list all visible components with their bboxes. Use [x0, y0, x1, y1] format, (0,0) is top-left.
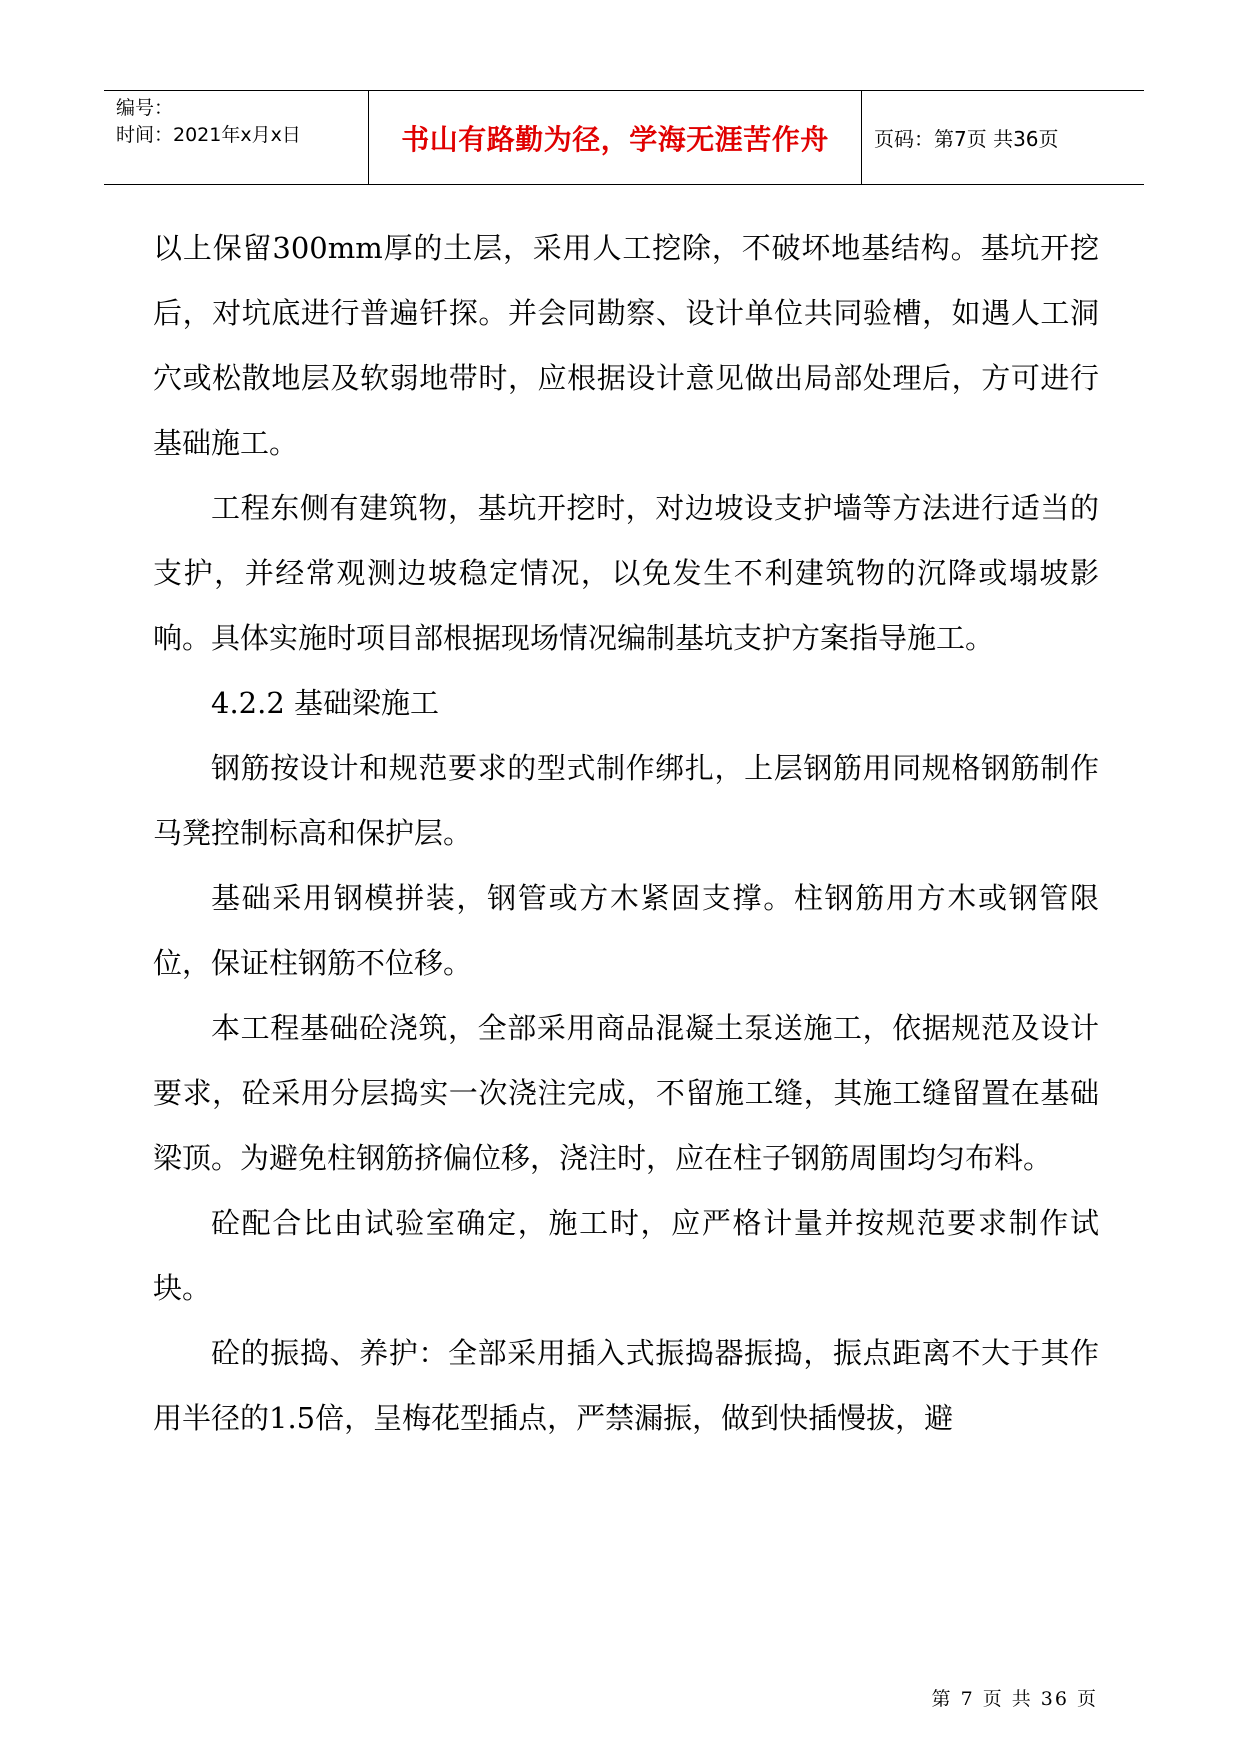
body-paragraph: 砼配合比由试验室确定，施工时，应严格计量并按规范要求制作试块。: [153, 1206, 1099, 1305]
body-paragraph: 基础采用钢模拼装，钢管或方木紧固支撑。柱钢筋用方木或钢管限位，保证柱钢筋不位移。: [153, 881, 1099, 980]
body-paragraph: 钢筋按设计和规范要求的型式制作绑扎，上层钢筋用同规格钢筋制作马凳控制标高和保护层。: [153, 751, 1099, 850]
page-footer: 第 7 页 共 36 页: [931, 1688, 1098, 1710]
page-header: [104, 90, 1144, 185]
header-motto: 书山有路勤为径，学海无涯苦作舟: [369, 91, 862, 184]
document-time-label: 时间：2021年x月x日: [116, 124, 301, 146]
header-page-info: 页码：第7页 共36页: [874, 127, 1059, 151]
body-paragraph: 工程东侧有建筑物，基坑开挖时，对边坡设支护墙等方法进行适当的支护，并经常观测边坡稳定情况，以免发生不利建筑物的沉降或塌坡影响。具体实施时项目部根据现场情况编制基坑支护方案指导施工。: [153, 491, 1099, 655]
document-body: [153, 216, 1099, 1451]
header-meta-cell: [104, 91, 369, 184]
body-paragraph: 砼的振捣、养护：全部采用插入式振捣器振捣，振点距离不大于其作用半径的1.5倍，呈梅花型插点，严禁漏振，做到快插慢拔，避: [153, 1336, 1099, 1435]
body-paragraph: 本工程基础砼浇筑，全部采用商品混凝土泵送施工，依据规范及设计要求，砼采用分层捣实一次浇注完成，不留施工缝，其施工缝留置在基础梁顶。为避免柱钢筋挤偏位移，浇注时，应在柱子钢筋周围均匀布料。: [153, 1011, 1099, 1175]
document-number-label: 编号：: [116, 97, 174, 119]
body-paragraph: 以上保留300mm厚的土层，采用人工挖除，不破坏地基结构。基坑开挖后，对坑底进行普遍钎探。并会同勘察、设计单位共同验槽，如遇人工洞穴或松散地层及软弱地带时，应根据设计意见做出局部处理后，方可进行基础施工。: [153, 231, 1099, 460]
section-heading: 4.2.2 基础梁施工: [211, 686, 440, 720]
